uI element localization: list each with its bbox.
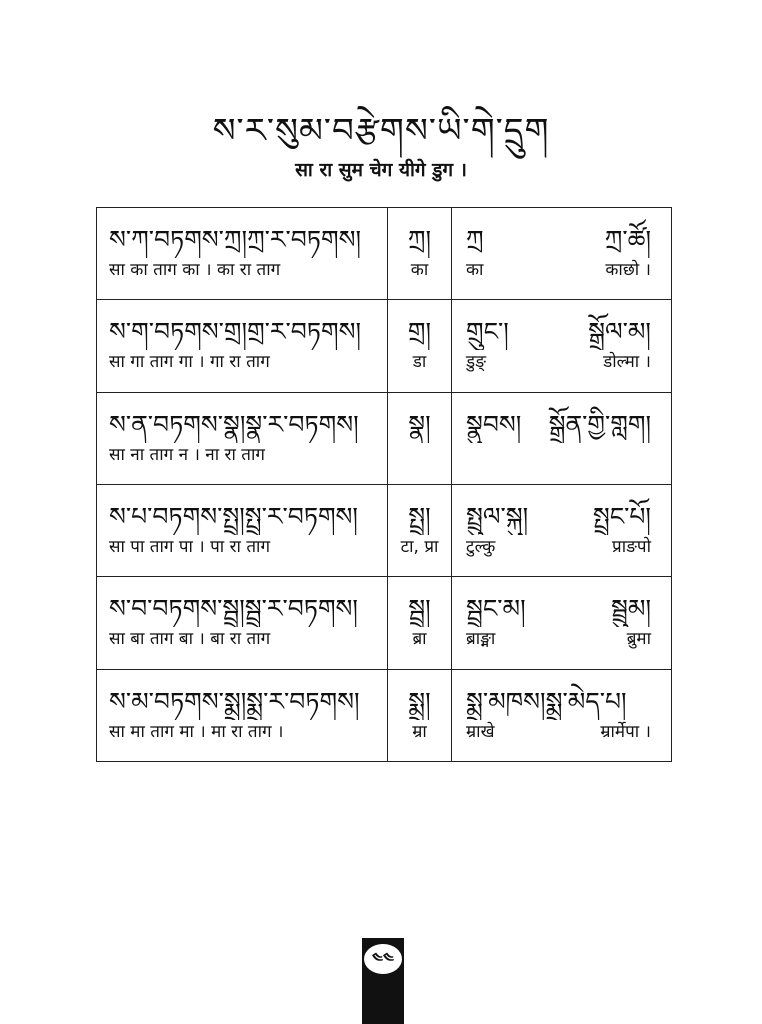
table-row — [97, 392, 672, 484]
rule-devanagari: सा बा ताग बा । बा रा ताग — [109, 629, 271, 650]
letter-cell — [388, 484, 452, 576]
letter-cell — [388, 577, 452, 669]
examples-cell — [452, 577, 672, 669]
rule-devanagari: सा पा ताग पा । पा रा ताग — [109, 536, 271, 557]
page-number: ༤༤ — [364, 944, 402, 974]
page-subtitle: सा रा सुम चेग यीगे डुग । — [295, 159, 467, 181]
example-2-tibetan: སྤྲང་པོ། — [592, 501, 651, 531]
rule-cell — [97, 208, 388, 300]
letter-cell — [388, 392, 452, 484]
letter-devanagari: म्रा — [412, 721, 427, 742]
example-2-tibetan: ཀྲ་ཚོ། — [604, 225, 651, 254]
page-title: ས་ར་སུམ་བརྩེགས་ཡི་གེ་དྲུག — [212, 111, 550, 151]
letter-cell — [388, 300, 452, 392]
rule-tibetan: ས་ག་བཏགས་གྲ།གྲ་ར་བཏགས། — [109, 317, 362, 347]
example-1-devanagari: टुल्कु — [466, 536, 496, 557]
example-2-devanagari: प्राङपो — [612, 536, 651, 557]
rule-tibetan: ས་ཀ་བཏགས་ཀྲ།ཀྲ་ར་བཏགས། — [109, 225, 362, 254]
table-row — [97, 577, 672, 669]
rule-devanagari: सा गा ताग गा । गा रा ताग — [109, 352, 270, 373]
example-1-tibetan: ཀྲ — [466, 225, 484, 254]
letter-devanagari: ब्रा — [412, 629, 427, 650]
example-1-devanagari: डुङ् — [466, 352, 486, 373]
examples-cell — [452, 392, 672, 484]
rule-devanagari: सा मा ताग मा । मा रा ताग । — [109, 721, 284, 742]
rule-tibetan: ས་པ་བཏགས་སྤྲ།སྤྲ་ར་བཏགས། — [109, 501, 358, 531]
rule-tibetan: ས་མ་བཏགས་སྨྲ།སྨྲ་ར་བཏགས། — [109, 686, 360, 716]
letter-tibetan: གྲ། — [407, 317, 432, 347]
example-2-devanagari: ब्रुमा — [626, 629, 651, 650]
rule-devanagari: सा ना ताग न । ना रा ताग — [109, 444, 265, 465]
example-1-devanagari: ब्राङ्मा — [466, 629, 496, 650]
letter-cell — [388, 208, 452, 300]
example-1-tibetan: གྲུང་། — [466, 317, 509, 347]
example-2-tibetan: སྒྲོལ་མ། — [588, 317, 651, 347]
example-2-tibetan: སྦྲུམ། — [611, 594, 651, 624]
rule-devanagari: सा का ताग का । का रा ताग — [109, 260, 281, 280]
letter-devanagari: का — [410, 260, 429, 280]
example-1-tibetan: སྣུབས། — [466, 409, 522, 439]
examples-cell — [452, 669, 672, 761]
table-row — [97, 300, 672, 392]
example-2-devanagari: डोल्मा । — [603, 352, 651, 373]
example-1-tibetan: སྤྲུལ་སྐུ། — [466, 501, 529, 531]
example-1-devanagari: म्राखे — [466, 721, 495, 742]
letter-devanagari: टा, प्रा — [400, 536, 439, 557]
letter-tibetan: སྤྲ། — [408, 501, 431, 531]
letter-tibetan: སྨྲ། — [408, 686, 431, 716]
example-1-tibetan: སྨྲ་མཁས།སྨྲ་མེད་པ། — [466, 686, 627, 716]
example-2-devanagari: काछो । — [605, 260, 651, 280]
table-row — [97, 208, 672, 300]
letter-cell — [388, 669, 452, 761]
rule-tibetan: ས་ན་བཏགས་སྣ།སྣ་ར་བཏགས། — [109, 409, 359, 439]
letter-tibetan: ཀྲ། — [407, 225, 432, 254]
lesson-table — [96, 207, 672, 762]
rule-cell — [97, 577, 388, 669]
example-2-tibetan: སྒྲོན་གྱི་གླག། — [548, 409, 651, 439]
rule-cell — [97, 392, 388, 484]
table-row — [97, 669, 672, 761]
examples-cell — [452, 208, 672, 300]
letter-tibetan: སྦྲ། — [408, 594, 431, 624]
rule-cell — [97, 300, 388, 392]
example-2-devanagari: म्रार्मेपा । — [600, 721, 651, 742]
example-1-tibetan: སྦྲང་མ། — [466, 594, 526, 624]
example-1-devanagari: का — [466, 260, 484, 280]
letter-tibetan: སྣ། — [408, 409, 431, 439]
rule-tibetan: ས་བ་བཏགས་སྦྲ།སྦྲ་ར་བཏགས། — [109, 594, 358, 624]
rule-cell — [97, 484, 388, 576]
examples-cell — [452, 300, 672, 392]
rule-cell — [97, 669, 388, 761]
letter-devanagari: डा — [412, 352, 427, 373]
table-row — [97, 484, 672, 576]
examples-cell — [452, 484, 672, 576]
